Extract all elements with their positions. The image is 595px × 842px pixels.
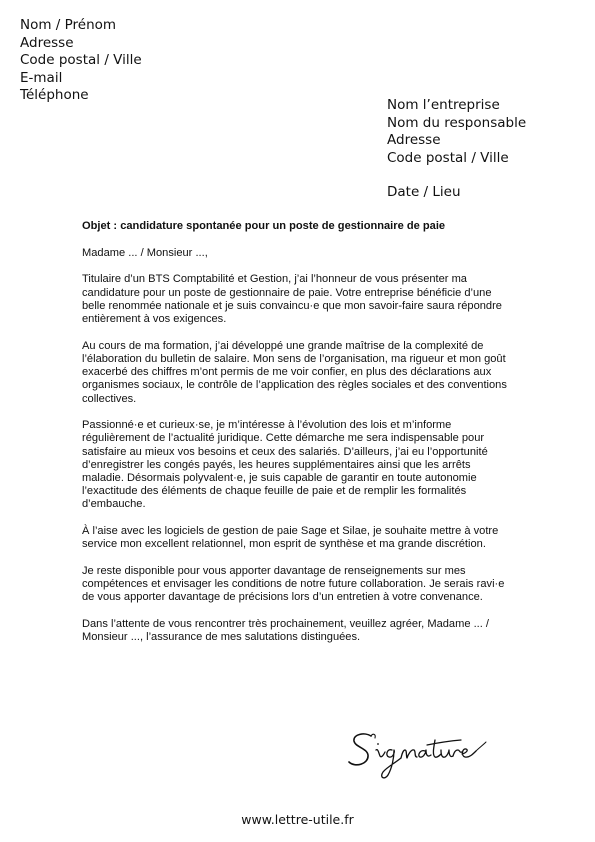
letter-body xyxy=(82,220,512,658)
sender-address: Adresse xyxy=(20,34,74,51)
sender-city: Code postal / Ville xyxy=(20,52,142,68)
paragraph-availability: Je reste disponible pour vous apporter davantage de renseignements sur mes compétences et envisager les conditions de notre future collaboration. Je serais ravi·e de vous apporter davantage de précisions lors d’un entretien à votre convenance. xyxy=(82,565,505,604)
website-url: www.lettre-utile.fr xyxy=(241,812,354,827)
recipient-manager: Nom du responsable xyxy=(387,114,527,131)
paragraph-training: Au cours de ma formation, j’ai développé une grande maîtrise de la complexité de l’élaboration du bulletin de salaire. Mon sens de l’organisation, ma rigueur et mon goût exacerbé des chiffres m’ont permis de me voir confier, en plus des déclarations aux organismes sociaux, le contrôle de l’application des règles sociales et des conventions collectives. xyxy=(82,339,507,405)
date-place: Date / Lieu xyxy=(387,184,461,200)
sender-block xyxy=(20,17,142,105)
sender-email: E-mail xyxy=(20,69,63,86)
sender-phone: Téléphone xyxy=(20,87,89,103)
recipient-block xyxy=(387,97,526,202)
paragraph-closing: Dans l’attente de vous rencontrer très prochainement, veuillez agréer, Madame ... / Monsieur ..., l’assurance de mes salutations distinguées. xyxy=(82,618,489,644)
paragraph-experience: Passionné·e et curieux·se, je m’intéresse à l’évolution des lois et m’informe régulièrement de l’actualité juridique. Cette démarche me sera indispensable pour satisfaire au mieux vos besoins et ceux des salariés. D’ailleurs, j’ai eu l’opportunité d’enregistrer les congés payés, les heures supplémentaires ainsi que les arrêts maladie. Désormais polyvalent·e, je suis capable de garantir en toute autonomie l’exactitude des éléments de chaque feuille de paie et de remplir les formalités d’embauche. xyxy=(82,419,488,511)
letter-subject: Objet : candidature spontanée pour un poste de gestionnaire de paie xyxy=(82,220,446,232)
signature-icon xyxy=(345,728,495,788)
paragraph-software: À l’aise avec les logiciels de gestion de paie Sage et Silae, je souhaite mettre à votre service mon excellent relationnel, mon esprit de synthèse et ma grande discrétion. xyxy=(82,525,499,551)
recipient-company: Nom l’entreprise xyxy=(387,97,500,113)
letter-salutation: Madame ... / Monsieur ..., xyxy=(82,246,208,259)
handwritten-signature xyxy=(345,728,495,793)
paragraph-introduction: Titulaire d’un BTS Comptabilité et Gestion, j’ai l’honneur de vous présenter ma candidature pour un poste de gestionnaire de paie. Votre entreprise bénéficie d’une belle renommée nationale et je suis convaincu·e que mon savoir-faire saura répondre entièrement à vos exigences. xyxy=(82,273,502,326)
recipient-city: Code postal / Ville xyxy=(387,149,509,166)
sender-name: Nom / Prénom xyxy=(20,17,117,33)
recipient-address: Adresse xyxy=(387,132,441,148)
